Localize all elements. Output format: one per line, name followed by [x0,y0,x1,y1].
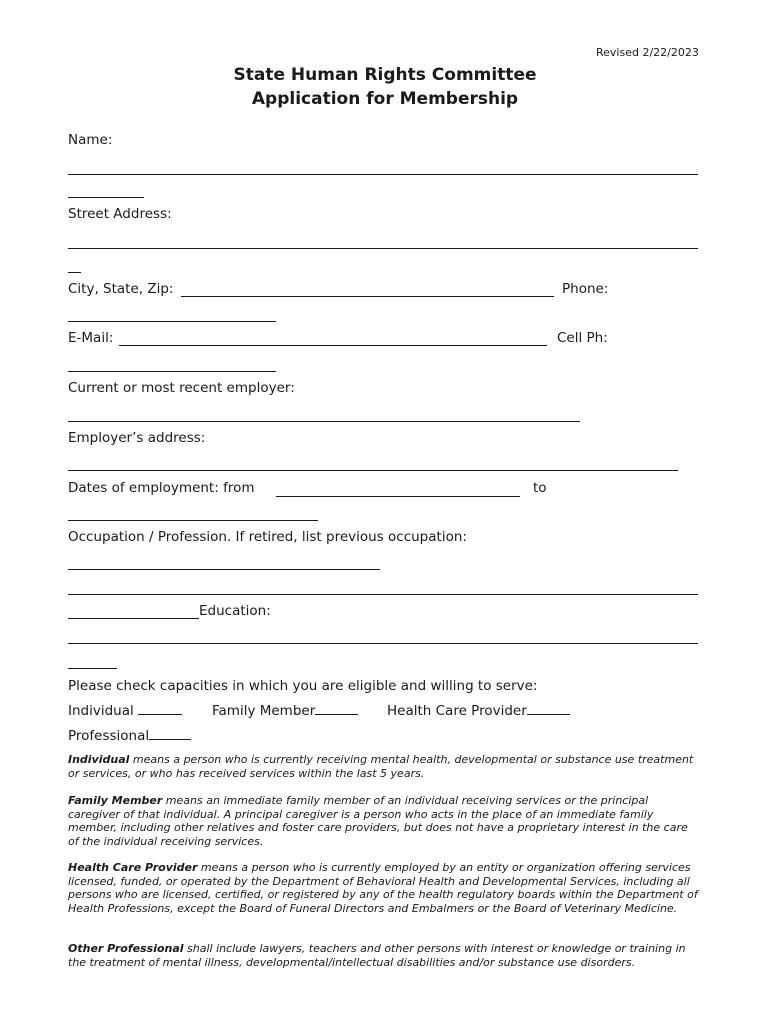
capacity-individual-checkline[interactable] [138,704,182,715]
definition-individual-text: means a person who is currently receiving mental health, developmental or substance use treatment or services, or who has received services within the last 5 years. [68,753,694,780]
phone-label: Phone: [562,281,609,297]
previous-occupation-input-line[interactable] [68,594,698,595]
definition-individual [68,753,698,780]
dates-of-employment-label: Dates of employment: from [68,480,255,496]
form-subtitle: Application for Membership [251,89,519,109]
capacity-individual-label: Individual [68,703,134,719]
definition-health-care-provider-term: Health Care Provider [68,861,198,874]
cell-phone-label: Cell Ph: [557,330,608,346]
employment-from-input-line[interactable] [276,496,520,497]
occupation-input-line[interactable] [68,569,380,570]
occupation-label: Occupation / Profession. If retired, list previous occupation: [68,529,467,545]
capacity-family-member [212,703,358,719]
capacity-individual [68,703,182,719]
city-state-zip-input-line[interactable] [181,296,554,297]
definition-family-member-text: means an immediate family member of an individual receiving services or the principal caregiver of that individual. A principal caregiver is a person who acts in the place of an immediate family member, including other relatives and foster care providers, but does not have a proprietary interest in the care of the individual receiving services. [68,794,688,848]
form-title: State Human Rights Committee [233,65,537,85]
definition-family-member-term: Family Member [68,794,163,807]
education-input-line-continued[interactable] [68,668,117,669]
city-state-zip-label: City, State, Zip: [68,281,174,297]
street-address-label: Street Address: [68,206,172,222]
capacity-health-care-provider-label: Health Care Provider [387,703,527,719]
employer-input-line[interactable] [68,421,580,422]
definition-other-professional-term: Other Professional [68,942,184,955]
education-label: Education: [199,603,271,619]
employer-label: Current or most recent employer: [68,380,295,396]
definition-individual-term: Individual [68,753,130,766]
education-input-line[interactable] [68,643,698,644]
employment-to-input-line[interactable] [68,520,318,521]
capacities-prompt: Please check capacities in which you are eligible and willing to serve: [68,678,538,694]
street-address-input-line-continued[interactable] [68,272,81,273]
email-input-line[interactable] [119,345,547,346]
definition-health-care-provider [68,861,698,915]
phone-input-line[interactable] [68,321,276,322]
name-label: Name: [68,132,113,148]
occupation-input-line-continued[interactable] [68,618,199,619]
definition-health-care-provider-text: means a person who is currently employed by an entity or organization offering services licensed, funded, or operated by the Department of Behavioral Health and Developmental Services, including all persons who are licensed, certified, or registered by any of the health regulatory boards within the Department of Health Professions, except the Board of Funeral Directors and Embalmers or the Board of Veterinary Medicine. [68,861,698,915]
name-input-line-continued[interactable] [68,197,144,198]
employer-address-input-line[interactable] [68,470,678,471]
revision-date: Revised 2/22/2023 [596,46,699,59]
definition-other-professional-text: shall include lawyers, teachers and other persons with interest or knowledge or training in the treatment of mental illness, developmental/intellectual disabilities and/or substance use disorders. [68,942,686,969]
capacity-family-member-checkline[interactable] [315,704,358,715]
capacity-professional [68,728,191,744]
street-address-input-line[interactable] [68,248,698,249]
capacity-health-care-provider-checkline[interactable] [527,704,570,715]
capacity-professional-checkline[interactable] [149,729,191,740]
cell-phone-input-line[interactable] [68,371,276,372]
capacity-health-care-provider [387,703,570,719]
capacity-family-member-label: Family Member [212,703,316,719]
employment-to-label: to [533,480,547,496]
email-label: E-Mail: [68,330,114,346]
definition-family-member [68,794,698,848]
capacity-professional-label: Professional [68,728,150,744]
employer-address-label: Employer’s address: [68,430,206,446]
definition-other-professional [68,942,698,969]
name-input-line[interactable] [68,174,698,175]
